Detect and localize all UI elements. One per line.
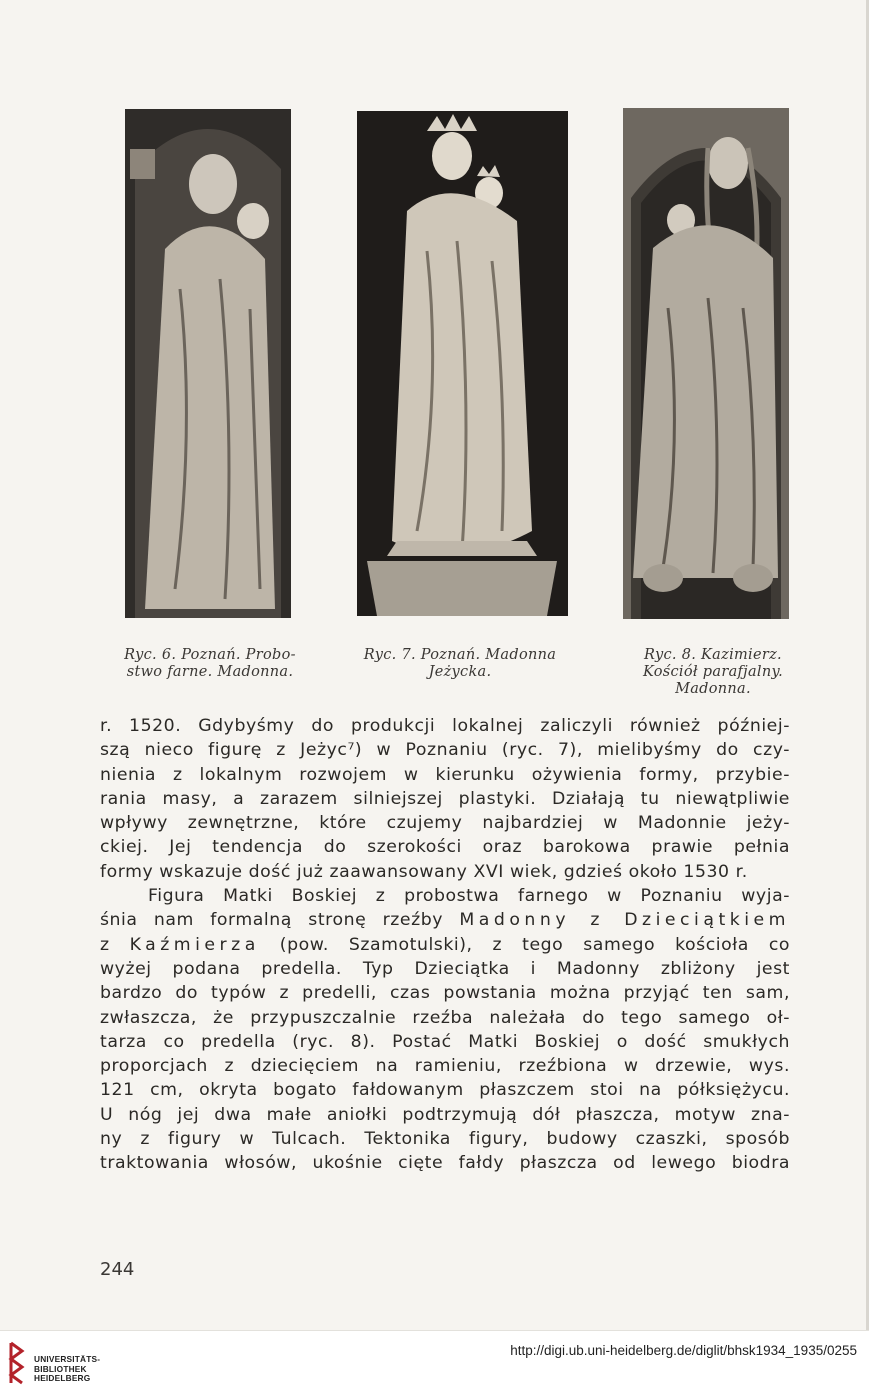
text-line: wyżej podana predella. Typ Dzieciątka i Madonny zbliżony jest <box>100 958 790 979</box>
source-url-link[interactable]: http://digi.ub.uni-heidelberg.de/diglit/bhsk1934_1935/0255 <box>510 1343 857 1358</box>
library-logo-icon <box>8 1341 28 1385</box>
caption-line: Ryc. 7. Poznań. Madonna <box>363 647 557 663</box>
emphasized-place: Kaźmierza <box>129 934 260 955</box>
footer-bar <box>0 1330 869 1394</box>
text-line: proporcjach z dziecięciem na ramieniu, rzeźbiona w drzewie, wys. <box>100 1056 790 1077</box>
figure-8-caption <box>598 647 828 698</box>
text-line: wpływy zewnętrzne, które czujemy najbardziej w Madonnie jeży- <box>100 813 790 834</box>
caption-line: Madonna. <box>675 681 751 697</box>
logo-text <box>34 1355 100 1384</box>
figure-7-photo <box>357 111 568 616</box>
body-text <box>100 714 790 1176</box>
caption-line: Ryc. 8. Kazimierz. <box>644 647 782 663</box>
caption-line: Kościół parafjalny. <box>643 664 783 680</box>
text-line: szą nieco figurę z Jeżyc⁷) w Poznaniu (ryc. 7), mielibyśmy do czy- <box>100 740 790 761</box>
text-line: U nóg jej dwa małe aniołki podtrzymują dół płaszcza, motyw zna- <box>100 1104 790 1125</box>
text-line: ckiej. Jej tendencja do szerokości oraz barokowa prawie pełnia <box>100 837 790 858</box>
page-number: 244 <box>100 1259 135 1280</box>
text-line: nienia z lokalnym rozwojem w kierunku ożywienia formy, przybie- <box>100 764 790 785</box>
text-line: formy wskazuje dość już zaawansowany XVI wiek, gdzieś około 1530 r. <box>100 861 748 882</box>
text-line: traktowania włosów, ukośnie cięte fałdy płaszcza od lewego biodra <box>100 1153 790 1174</box>
figure-6-photo <box>125 109 291 618</box>
logo-line: UNIVERSITÄTS- <box>34 1354 101 1364</box>
caption-line: stwo farne. Madonna. <box>126 664 294 680</box>
text-line: r. 1520. Gdybyśmy do produkcji lokalnej zaliczyli również później- <box>100 716 790 736</box>
text-line: zwłaszcza, że przypuszczalnie rzeźba należała do tego samego oł- <box>100 1007 790 1028</box>
text-line-mixed <box>100 933 790 957</box>
caption-line: Jeżycka. <box>428 664 492 680</box>
caption-line: Ryc. 6. Poznań. Probo- <box>124 647 296 663</box>
text-line: ny z figury w Tulcach. Tektonika figury, budowy czaszki, sposób <box>100 1129 790 1150</box>
text-line: rania masy, a zarazem silniejszej plastyki. Działają tu niewątpliwie <box>100 788 790 809</box>
text-line: bardzo do typów z predelli, czas powstania można przyjąć ten sam, <box>100 983 790 1004</box>
text-line: 121 cm, okryta bogato fałdowanym płaszczem stoi na półksiężycu. <box>100 1080 790 1101</box>
figure-8-photo <box>623 108 789 619</box>
text-line: tarza co predella (ryc. 8). Postać Matki Boskiej o dość smukłych <box>100 1031 790 1052</box>
text-span: śnia nam formalną stronę rzeźby <box>100 910 443 931</box>
figure-6-caption <box>85 647 335 681</box>
text-span: (pow. Szamotulski), z tego samego kościoła co <box>279 934 790 955</box>
text-line: Figura Matki Boskiej z probostwa farnego w Poznaniu wyja- <box>148 886 790 907</box>
logo-line: BIBLIOTHEK <box>34 1363 87 1374</box>
text-line-mixed <box>100 908 790 932</box>
library-logo[interactable] <box>8 1339 128 1387</box>
text-span: z <box>100 934 110 955</box>
logo-line: HEIDELBERG <box>34 1373 91 1383</box>
emphasized-title: Madonny z Dzieciątkiem <box>459 910 790 931</box>
figure-7-caption <box>335 647 585 681</box>
